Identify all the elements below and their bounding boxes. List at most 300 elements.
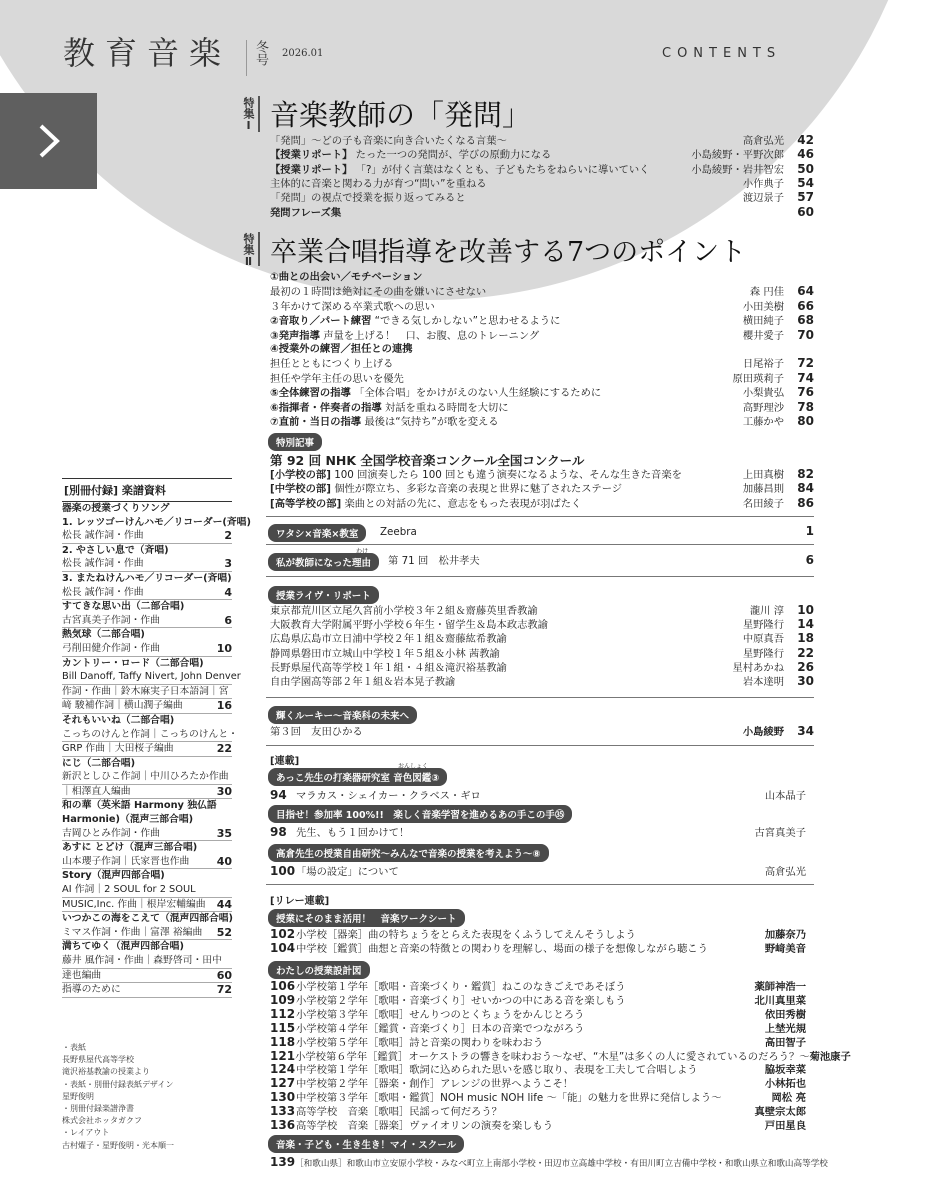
toc-page: 78 [797, 399, 814, 414]
toc-row[interactable] [270, 176, 814, 191]
toc-title: 「発問」の視点で授業を振り返ってみると [270, 192, 466, 205]
supplement-text: Bill Danoff, Taffy Nivert, John Denver [62, 671, 241, 683]
toc-row[interactable] [270, 147, 814, 162]
teacher-page: 6 [805, 553, 814, 567]
lesson-num: 115 [270, 1020, 296, 1035]
toc-text [270, 329, 743, 343]
credit-line: ・レイアウト [62, 1128, 110, 1138]
toc-row[interactable] [270, 328, 814, 343]
supplement-text: 弓削田健介作詞・作曲 [62, 642, 160, 654]
supplement-line [62, 841, 232, 855]
lesson-text: 中学校［鑑賞］曲想と音楽の特徴との関わりを理解し、場面の様子を想像しながら聴こう [296, 943, 708, 955]
credit-line: 星野俊明 [62, 1091, 94, 1101]
toc-text [270, 191, 743, 205]
lesson-num: 102 [270, 927, 296, 941]
supplement-page: 6 [224, 613, 232, 627]
toc-row[interactable] [270, 270, 814, 284]
toc-title: 最後は“気持ち”が歌を変える [364, 416, 499, 428]
teacher-text: 第 71 回 松井孝夫 [388, 555, 480, 567]
toc-text [270, 675, 743, 689]
toc-lead: [高等学校の部] [270, 497, 342, 510]
toc-page: 66 [797, 298, 814, 313]
supplement-text: MUSIC,Inc. 作曲｜根岸宏輔編曲 [62, 898, 206, 910]
toc-row[interactable] [270, 313, 814, 328]
supplement-line [62, 954, 232, 969]
lesson-text: 小学校第２学年［歌唱・音楽づくり］せいかつの中にある音を楽しもう [296, 994, 626, 1007]
watashi-text: Zeebra [380, 526, 417, 538]
lesson-text: 高等学校 音楽［歌唱］民謡って何だろう？ [296, 1106, 502, 1119]
toc-page: 26 [797, 659, 814, 674]
supplement-text: Story（混声四部合唱) [62, 870, 165, 882]
toc-row[interactable] [270, 660, 814, 675]
credit-line: 古村燿子・星野俊明・光本順一 [62, 1140, 174, 1150]
supplement-line [62, 898, 232, 913]
toc-text [270, 372, 733, 386]
supplement-page: 30 [216, 784, 232, 798]
supplement-page [229, 770, 232, 784]
toc-author: 上田真樹 [742, 469, 784, 481]
credit-line: ・表紙・別冊付録表紙デザイン [62, 1079, 174, 1089]
supplement-lines [62, 502, 251, 998]
supplement-line [62, 614, 232, 629]
lesson-num: 136 [270, 1118, 296, 1132]
toc-title: 自由学園高等部２年１組＆岩本晃子教諭 [270, 676, 456, 688]
lesson-author: 加藤奈乃 [764, 929, 806, 941]
toc-author: 小島綾野・平野次郎 [691, 149, 784, 162]
lesson-author: 戸田星良 [764, 1120, 806, 1132]
toc-text [270, 357, 743, 371]
supplement-line [62, 685, 232, 700]
toc-row[interactable] [270, 631, 814, 646]
supplement-text: 松長 誠作詞・作曲 [62, 530, 144, 542]
serial-tag: あっこ先生の打楽器研究室 音色図鑑③ [268, 768, 447, 786]
supplement-line [62, 670, 241, 685]
lesson-row[interactable] [270, 927, 814, 942]
lesson-text: 中学校第３学年［歌唱・鑑賞］NOH music NOH life ～「能」の魅力を世界に発信しよう～ [296, 1092, 722, 1105]
lesson-author: 菊池康子 [809, 1050, 851, 1063]
toc-text [270, 148, 691, 162]
feature1-tag: 特集Ⅰ [242, 97, 255, 132]
feature2-tag: 特集Ⅱ [242, 233, 255, 268]
supplement-page [210, 714, 232, 728]
supplement-text: 古宮真美子作詞・作曲 [62, 614, 160, 626]
supplement-page [210, 883, 232, 897]
toc-text [270, 163, 691, 177]
lesson-text: 高等学校 音楽［器楽］ヴァイオリンの演奏を楽しもう [296, 1120, 554, 1132]
toc-title: 広島県広島市立日浦中学校２年１組＆齋藤紘希教諭 [270, 633, 507, 646]
supplement-line [62, 940, 232, 954]
lesson-author: 小林拓也 [764, 1078, 806, 1091]
toc-author: 星野隆行 [742, 619, 784, 632]
supplement-page [210, 600, 232, 614]
serial-tag: 高倉先生の授業自由研究～みんなで音楽の授業を考えよう～⑧ [268, 844, 549, 862]
toc-lead: 【授業リポート】 [270, 163, 353, 176]
supplement-page: 35 [216, 826, 232, 840]
lesson-row[interactable] [270, 1076, 814, 1091]
rookie-row[interactable] [270, 724, 814, 739]
toc-text [270, 300, 743, 314]
toc-row[interactable] [270, 371, 814, 386]
toc-author: 中原真吾 [742, 633, 784, 646]
lesson-author: 高田智子 [764, 1036, 806, 1049]
divider [266, 884, 814, 885]
toc-text [270, 415, 743, 429]
lesson-author: 依田秀樹 [764, 1008, 806, 1021]
toc-page: 64 [797, 284, 814, 299]
feature1-title: 音楽教師の「発問」 [270, 98, 532, 132]
supplement-text: 達也編曲 [62, 969, 102, 981]
toc-row[interactable] [270, 190, 814, 205]
credits [62, 1042, 237, 1152]
toc-page: 68 [797, 313, 814, 328]
toc-title: 最初の１時間は絶対にその曲を嫌いにさせない [270, 286, 487, 299]
supplement-line [62, 813, 232, 827]
toc-page: 22 [797, 645, 814, 660]
toc-text [270, 661, 733, 675]
supplement-text: 3. またねけんハモ／リコーダー(斉唱) [62, 572, 232, 584]
lesson-row[interactable] [270, 1090, 814, 1105]
toc-author: 星野隆行 [742, 647, 784, 660]
lesson-text: 中学校第１学年［歌唱］歌詞に込められた思いを感じ取り、表現を工夫して合唱しよう [296, 1064, 698, 1077]
divider [266, 697, 814, 698]
serial-row[interactable] [270, 788, 814, 803]
toc-lead: ⑥指揮者・伴奏者の指導 [270, 401, 382, 414]
toc-row[interactable] [270, 400, 814, 415]
toc-text [270, 401, 743, 415]
toc-row[interactable] [270, 133, 814, 148]
supplement-text: こっちのけんと作詞｜こっちのけんと・ [62, 728, 238, 740]
supplement-text: 新沢としひこ作詞｜中川ひろたか作曲 [62, 771, 229, 783]
toc-page: 82 [797, 467, 814, 481]
lesson-text: 中学校第２学年［器楽・創作］アレンジの世界へようこそ！ [296, 1078, 574, 1091]
toc-author: 瀧川 淳 [749, 605, 784, 617]
toc-title: 東京都荒川区立尾久宮前小学校３年２組＆齋藤英里香教諭 [270, 605, 538, 617]
serial-num: 98 [270, 825, 287, 839]
toc-row[interactable] [270, 481, 814, 496]
toc-row[interactable] [270, 467, 814, 482]
toc-page: 18 [797, 631, 814, 646]
toc-text [270, 134, 743, 148]
toc-row[interactable] [270, 162, 814, 177]
lesson-author: 北川真里菜 [754, 994, 806, 1007]
supplement-text: カントリー・ロード（二部合唱) [62, 657, 204, 669]
teacher-tag: 私が教師になった理由 [268, 553, 379, 571]
lesson-text: 小学校第５学年［歌唱］詩と音楽の関わりを味わおう [296, 1036, 544, 1049]
issue-date: 2026.01 [282, 48, 324, 59]
toc-page: 80 [797, 414, 814, 428]
toc-author: 日尾裕子 [742, 358, 784, 371]
toc-page: 54 [797, 175, 814, 190]
toc-page: 72 [797, 356, 814, 371]
toc-title: 対話を重ねる時間を大切に [384, 401, 509, 414]
toc-text [270, 206, 784, 220]
credit-line: 滝沢裕基教諭の授業より [62, 1067, 150, 1077]
toc-text [270, 314, 743, 328]
supplement-page [210, 757, 232, 771]
toc-page: 42 [797, 133, 814, 147]
toc-row[interactable] [270, 496, 814, 511]
lesson-num: 124 [270, 1062, 296, 1077]
supplement-page: 22 [216, 742, 232, 756]
watashi-tag: ワタシ×音楽×教室 [268, 524, 366, 542]
supplement-line [62, 983, 232, 998]
supplement-page: 40 [216, 854, 232, 868]
serial-ruby: おんしょく [398, 763, 429, 770]
serial-text: 「場の設定」について [296, 866, 399, 878]
toc-page: 76 [797, 385, 814, 400]
toc-title: 静岡県磐田市立城山中学校１年５組＆小林 茜教諭 [270, 647, 500, 660]
lesson-row[interactable] [270, 1007, 814, 1022]
toc-page: 60 [797, 204, 814, 219]
supplement-page: 16 [216, 699, 232, 713]
watashi-row[interactable] [380, 524, 814, 539]
supplement-page [210, 813, 232, 827]
supplement-text: 﨑 駿補作詞｜横山潤子編曲 [62, 700, 183, 712]
toc-page: 57 [797, 190, 814, 205]
lesson-num: 104 [270, 941, 296, 955]
serial-row[interactable] [270, 864, 814, 879]
supplement-text: 藤井 風作詞・作曲｜森野啓司・田中 [62, 955, 222, 966]
supplement-page [229, 685, 232, 699]
supplement-text: にじ（二部合唱) [62, 757, 136, 769]
supplement-line [62, 742, 232, 757]
toc-author: 小島綾野・岩井智宏 [691, 163, 784, 176]
toc-author: 加藤昌則 [742, 483, 784, 496]
toc-page: 86 [797, 495, 814, 510]
rookie-tag: 輝くルーキー～音楽科の未来へ [268, 706, 417, 724]
toc-title: 担任や学年主任の思いを優先 [270, 372, 404, 385]
special-tag: 特別記事 [268, 433, 322, 451]
lesson-author: 薬師神浩一 [754, 981, 806, 993]
toc-page: 50 [797, 161, 814, 176]
supplement-line [62, 770, 232, 785]
credit-line: 株式会社ホッタガクフ [62, 1116, 142, 1126]
toc-lead: ③発声指導 [270, 329, 320, 342]
supplement-page [217, 799, 232, 813]
toc-lead: ②音取り／パート練習 [270, 315, 372, 328]
supplement-text: いつかこの海をこえて（混声四部合唱) [62, 913, 234, 925]
toc-row[interactable] [270, 299, 814, 314]
teacher-row[interactable] [388, 553, 814, 568]
toc-page: 14 [797, 617, 814, 632]
lesson-row[interactable] [270, 1035, 814, 1050]
toc-row[interactable] [270, 356, 814, 371]
supplement-text: 松長 誠作詞・作曲 [62, 586, 144, 598]
serial-row[interactable] [270, 825, 814, 840]
toc-title: 「全体合唱」をかけがえのない人生経験にするために [354, 387, 602, 400]
supplement-line [62, 714, 232, 728]
supplement-text: 和の華（英米語 Harmony 独仏語 [62, 800, 217, 812]
rookie-text: 第３回 友田ひかる [270, 726, 363, 738]
toc-title: 「?」が付く言葉はなくとも、子どもたちをねらいに導いていく [355, 163, 650, 176]
toc-author: 工藤かや [742, 416, 784, 428]
toc-row[interactable] [270, 674, 814, 689]
supplement-text: 器楽の授業づくりソング [62, 503, 170, 514]
toc-lead: ⑤全体練習の指導 [270, 387, 351, 400]
magazine-title: 教育音楽 [63, 34, 232, 72]
toc-text [270, 604, 750, 618]
serial-text: マラカス・シェイカー・クラベス・ギロ [296, 790, 481, 802]
toc-author: 森 円佳 [749, 286, 784, 299]
lesson-row[interactable] [270, 979, 814, 994]
toc-text [270, 497, 743, 511]
supplement-page: 44 [216, 897, 232, 911]
toc-text [270, 285, 750, 299]
lesson-author: 上埜光規 [764, 1022, 806, 1035]
next-page-button[interactable] [0, 93, 97, 189]
toc-text [270, 618, 743, 632]
supplement-text: すてきな思い出（二部合唱) [62, 601, 185, 613]
toc-text [270, 482, 743, 496]
chevron-right-icon [29, 121, 69, 161]
lesson-num: 133 [270, 1104, 296, 1119]
relay-label: [リレー連載] [270, 896, 330, 907]
toc-author: 星村あかね [732, 661, 784, 674]
lesson-author: 真壁宗太郎 [754, 1106, 806, 1119]
toc-text [270, 270, 784, 284]
serial-author: 古宮真美子 [754, 827, 806, 839]
lesson-author: 野﨑美音 [764, 943, 806, 955]
lesson-row[interactable] [270, 1062, 814, 1077]
serial-author: 山本晶子 [764, 790, 806, 802]
supplement-text: 満ちてゆく（混声四部合唱) [62, 941, 184, 953]
supplement-line [62, 628, 232, 642]
credit-line: ・表紙 [62, 1043, 86, 1052]
supplement-text: あすに とどけ（混声三部合唱) [62, 842, 198, 854]
school-num: 139 [270, 1155, 296, 1169]
toc-lead: 発問フレーズ集 [270, 206, 342, 219]
toc-title: 100 回演奏したら 100 回とも違う演奏になるような、そんな生きた音楽を [334, 469, 682, 481]
toc-author: 原田瑛莉子 [732, 372, 784, 385]
live-tag: 授業ライヴ・リポート [268, 586, 379, 604]
supplement-line [62, 502, 232, 516]
supplement-line [62, 827, 232, 842]
toc-row[interactable] [270, 646, 814, 661]
supplement-line [62, 757, 232, 771]
supplement-line [62, 912, 232, 926]
lesson-row[interactable] [270, 993, 814, 1008]
toc-row[interactable] [270, 414, 814, 429]
toc-title: 楽曲との対話の先に、意志をもった表現が羽ばたく [344, 497, 582, 510]
supplement-page [210, 628, 232, 642]
supplement-line [62, 572, 232, 586]
toc-page: 46 [797, 147, 814, 162]
supplement-page: 4 [224, 585, 232, 599]
supplement-line [62, 544, 232, 558]
serial-num: 100 [270, 864, 296, 878]
toc-lead: [中学校の部] [270, 483, 331, 496]
lesson-row[interactable] [270, 1021, 814, 1036]
toc-row[interactable] [270, 603, 814, 618]
toc-title: 担任とともにつくり上げる [270, 358, 394, 371]
feature2-title: 卒業合唱指導を改善する7つのポイント [270, 237, 747, 268]
toc-text [270, 386, 743, 400]
toc-title: 長野県屋代高等学校１年１組・４組＆滝沢裕基教諭 [270, 661, 507, 674]
toc-title: ３年かけて深める卒業式歌への思い [270, 300, 435, 313]
supplement-line [62, 969, 232, 984]
supplement-line [62, 883, 232, 898]
supplement-text: Harmonie)（混声三部合唱) [62, 814, 194, 826]
toc-title: 大阪教育大学附属平野小学校６年生・留学生＆島本政志教諭 [270, 619, 549, 632]
toc-row[interactable] [270, 205, 814, 220]
lesson-num: 121 [270, 1048, 296, 1063]
toc-title: 主体的に音楽と関わる力が育つ“問い”を重ねる [270, 177, 487, 190]
toc-page: 74 [797, 370, 814, 385]
lesson-row[interactable] [270, 1118, 814, 1133]
supplement-text: 熱気球（二部合唱) [62, 629, 145, 641]
lesson-num: 127 [270, 1076, 296, 1091]
supplement-line [62, 799, 232, 813]
lesson-num: 130 [270, 1090, 296, 1105]
toc-lead: ④授業外の練習／担任との連携 [270, 343, 413, 355]
lesson-row[interactable] [270, 941, 814, 956]
toc-author: 小田美樹 [742, 300, 784, 313]
toc-text [270, 632, 743, 646]
toc-text [270, 468, 743, 482]
supplement-text: AI 作詞｜2 SOUL for 2 SOUL [62, 884, 196, 896]
supplement-page: 10 [216, 641, 232, 655]
divider [266, 544, 814, 545]
lesson-row[interactable] [270, 1048, 851, 1064]
special-title: 第 92 回 NHK 全国学校音楽コンクール全国コンクール [270, 453, 585, 468]
supplement-text: それもいいね（二部合唱) [62, 714, 175, 726]
divider [266, 576, 814, 577]
supplement-sidebar [62, 478, 251, 998]
lesson-text: 小学校第３学年［歌唱］せんりつのとくちょうをかんじとろう [296, 1008, 585, 1021]
supplement-text: 作詞・作曲｜鈴木麻実子日本語詞｜宮 [62, 685, 229, 697]
contents-label: CONTENTS [662, 46, 782, 61]
supplement-page [210, 841, 232, 855]
lesson-text: 小学校第６学年［鑑賞］オーケストラの響きを味わおう～なぜ、“木星”は多くの人に愛されているのだろう？～ [295, 1050, 810, 1063]
toc-row[interactable] [270, 385, 814, 400]
lesson-text: 小学校第４学年［鑑賞・音楽づくり］日本の音楽でつながろう [296, 1022, 585, 1035]
toc-row[interactable] [270, 284, 814, 299]
serial-author: 高倉弘光 [764, 866, 806, 878]
toc-author: 横田純子 [742, 315, 784, 328]
toc-author: 高野理沙 [742, 401, 784, 414]
toc-title: たった一つの発問が、学びの原動力になる [355, 149, 552, 162]
supplement-text: 山本瓔子作詞｜氏家晋也作曲 [62, 855, 190, 867]
supplement-text: 2. やさしい息で（斉唱) [62, 544, 169, 556]
toc-text [270, 177, 743, 191]
lesson-row[interactable] [270, 1104, 814, 1119]
credit-line: 長野県屋代高等学校 [62, 1055, 134, 1065]
supplement-page [210, 544, 232, 558]
toc-row[interactable] [270, 617, 814, 632]
lesson-text: 小学校第１学年［歌唱・音楽づくり・鑑賞］ねこのなきごえであそぼう [296, 981, 626, 993]
supplement-text: 吉岡ひとみ作詞・作曲 [62, 827, 160, 839]
toc-page: 10 [797, 603, 814, 617]
toc-row[interactable] [270, 342, 814, 356]
supplement-page: 72 [216, 983, 232, 997]
school-row[interactable] [270, 1155, 828, 1171]
supplement-line [62, 869, 232, 883]
toc-title: 個性が際立ち、多彩な音楽の表現と世界に魅了されたステージ [334, 483, 623, 496]
supplement-page [210, 940, 232, 954]
supplement-page: 60 [216, 968, 232, 982]
supplement-line [62, 516, 251, 530]
lesson-text: 小学校［器楽］曲の特ちょうをとらえた表現をくふうしてえんそうしよう [296, 929, 636, 941]
credit-line: ・別冊付録楽譜浄書 [62, 1104, 134, 1114]
lesson-num: 109 [270, 992, 296, 1007]
supplement-line [62, 926, 232, 941]
lesson-num: 112 [270, 1006, 296, 1021]
toc-lead: ①曲との出会い／モチベーション [270, 271, 423, 283]
rookie-page: 34 [797, 724, 814, 738]
toc-title: 声量を上げる！ 口、お腹、息のトレーニング [323, 329, 540, 342]
serial-num: 94 [270, 788, 287, 802]
supplement-page [210, 502, 232, 516]
